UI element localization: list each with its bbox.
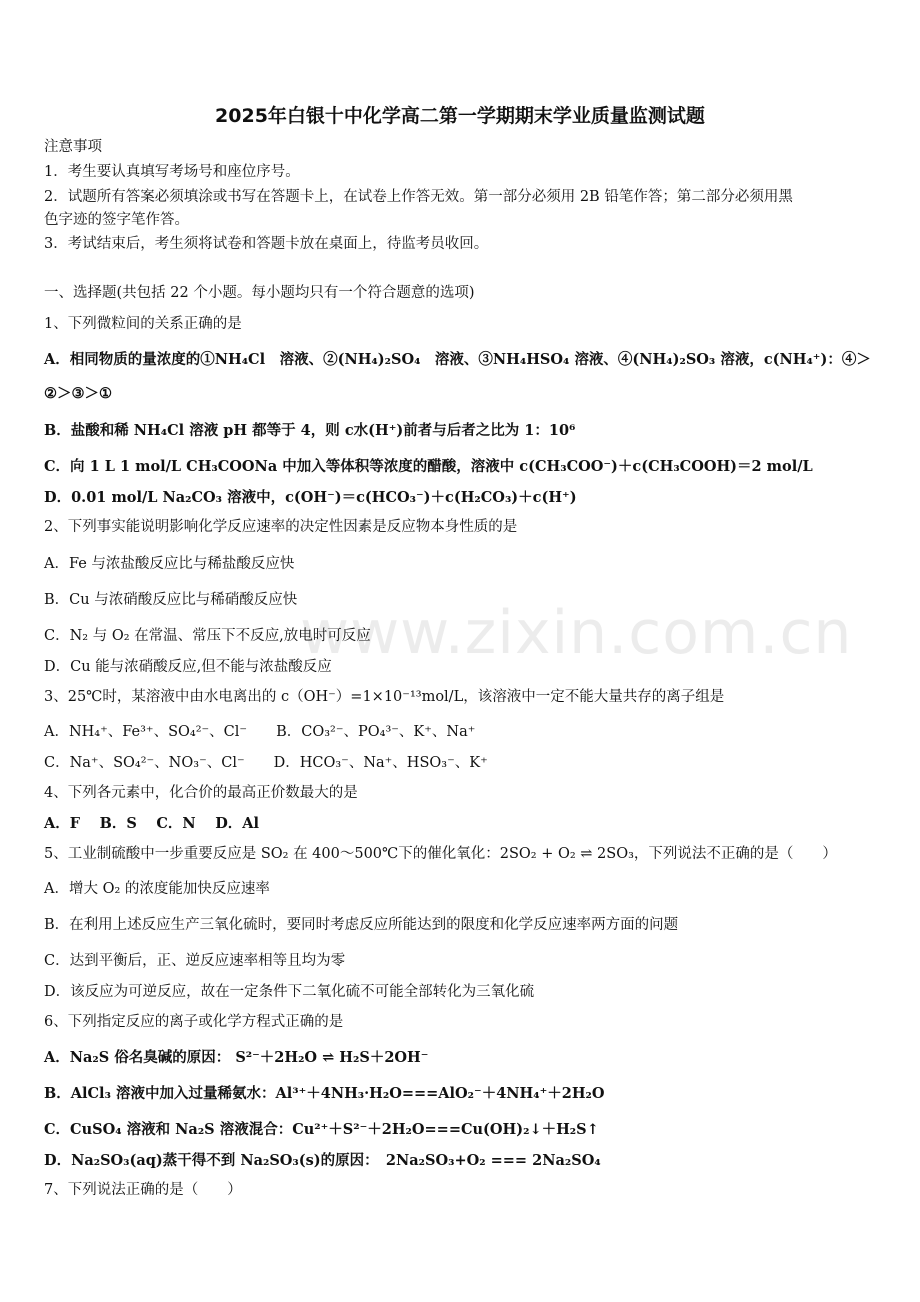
question-stem: 4、下列各元素中，化合价的最高正价数最大的是 — [44, 785, 358, 801]
q2-option-d: D．Cu 能与浓硝酸反应,但不能与浓盐酸反应 — [44, 659, 332, 675]
q5-option-c: C．达到平衡后，正、逆反应速率相等且均为零 — [44, 953, 346, 969]
q5-option-b: B．在利用上述反应生产三氧化硫时，要同时考虑反应所能达到的限度和化学反应速率两方面的问题 — [44, 917, 679, 933]
question-stem: 2、下列事实能说明影响化学反应速率的决定性因素是反应物本身性质的是 — [44, 519, 518, 535]
section-heading: 一、选择题(共包括 22 个小题。每小题均只有一个符合题意的选项) — [44, 285, 475, 301]
q2-option-c: C．N₂ 与 O₂ 在常温、常压下不反应,放电时可反应 — [44, 628, 371, 644]
q5-option-a: A．增大 O₂ 的浓度能加快反应速率 — [44, 881, 270, 897]
notice-heading: 注意事项 — [44, 139, 102, 155]
q6-option-a: A．Na₂S 俗名臭碱的原因： S²⁻＋2H₂O ⇌ H₂S＋2OH⁻ — [44, 1049, 429, 1066]
question-stem: 1、下列微粒间的关系正确的是 — [44, 316, 242, 332]
page-title: 2025年白银十中化学高二第一学期期末学业质量监测试题 — [215, 105, 705, 127]
q6-option-b: B．AlCl₃ 溶液中加入过量稀氨水：Al³⁺＋4NH₃·H₂O===AlO₂⁻＋4NH₄⁺＋2H₂O — [44, 1085, 605, 1102]
q1-option-a: A．相同物质的量浓度的①NH₄Cl 溶液、②(NH₄)₂SO₄ 溶液、③NH₄HSO₄ 溶液、④(NH₄)₂SO₃ 溶液，c(NH₄⁺)：④＞ — [44, 351, 871, 368]
q6-option-c: C．CuSO₄ 溶液和 Na₂S 溶液混合：Cu²⁺＋S²⁻＋2H₂O===Cu(OH)₂↓＋H₂S↑ — [44, 1121, 599, 1138]
q1-option-d: D．0.01 mol/L Na₂CO₃ 溶液中，c(OH⁻)＝c(HCO₃⁻)＋c(H₂CO₃)＋c(H⁺) — [44, 489, 577, 506]
q6-option-d: D．Na₂SO₃(aq)蒸干得不到 Na₂SO₃(s)的原因： 2Na₂SO₃+O₂ === 2Na₂SO₄ — [44, 1152, 601, 1169]
q5-option-d: D．该反应为可逆反应，故在一定条件下二氧化硫不可能全部转化为三氧化硫 — [44, 984, 535, 1000]
q4-options: A．F B．S C．N D．Al — [44, 815, 260, 832]
q1-option-a-cont: ②＞③＞① — [44, 385, 112, 402]
q1-option-c: C．向 1 L 1 mol/L CH₃COONa 中加入等体积等浓度的醋酸，溶液中 c(CH₃COO⁻)＋c(CH₃COOH)＝2 mol/L — [44, 458, 813, 475]
notice-item: 2．试题所有答案必须填涂或书写在答题卡上，在试卷上作答无效。第一部分必须用 2B 铅笔作答；第二部分必须用黑 — [44, 189, 793, 205]
notice-item: 3．考试结束后，考生须将试卷和答题卡放在桌面上，待监考员收回。 — [44, 236, 489, 252]
q2-option-b: B．Cu 与浓硝酸反应比与稀硝酸反应快 — [44, 592, 298, 608]
q2-option-a: A．Fe 与浓盐酸反应比与稀盐酸反应快 — [44, 556, 295, 572]
question-stem: 6、下列指定反应的离子或化学方程式正确的是 — [44, 1014, 344, 1030]
question-stem: 7、下列说法正确的是（ ） — [44, 1182, 242, 1198]
watermark: www.zixin.com.cn — [300, 598, 853, 668]
q3-options-cd: C．Na⁺、SO₄²⁻、NO₃⁻、Cl⁻ D．HCO₃⁻、Na⁺、HSO₃⁻、K⁺ — [44, 755, 488, 771]
notice-item: 1．考生要认真填写考场号和座位序号。 — [44, 164, 300, 180]
q1-option-b: B．盐酸和稀 NH₄Cl 溶液 pH 都等于 4，则 c水(H⁺)前者与后者之比为 1：10⁶ — [44, 422, 576, 439]
question-stem: 3、25℃时，某溶液中由水电离出的 c（OH⁻）=1×10⁻¹³mol/L，该溶液中一定不能大量共存的离子组是 — [44, 689, 725, 705]
q3-options-ab: A．NH₄⁺、Fe³⁺、SO₄²⁻、Cl⁻ B．CO₃²⁻、PO₄³⁻、K⁺、Na⁺ — [44, 724, 476, 740]
question-stem: 5、工业制硫酸中一步重要反应是 SO₂ 在 400～500℃下的催化氧化：2SO₂ + O₂ ⇌ 2SO₃，下列说法不正确的是（ ） — [44, 846, 837, 862]
notice-item: 色字迹的签字笔作答。 — [44, 212, 189, 228]
